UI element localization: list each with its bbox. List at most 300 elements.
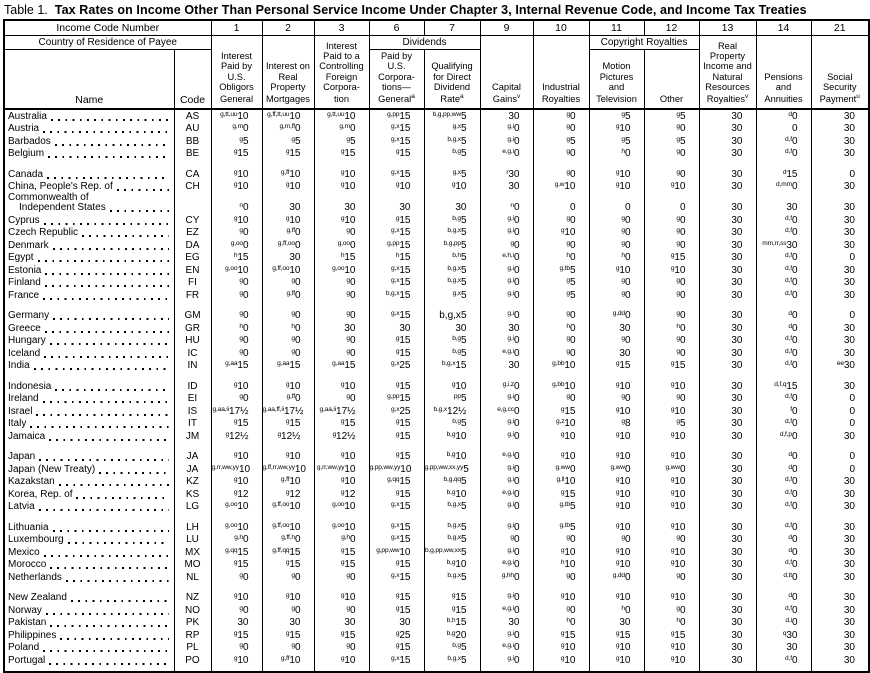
footnote-ref: d,f <box>785 335 792 343</box>
rate-value: 5 <box>460 239 467 251</box>
column-header-pensions-annuities: Pensions and Annuities <box>756 36 811 109</box>
table-row <box>4 616 869 629</box>
group-spacer-row <box>4 666 869 672</box>
footnote-ref: d,f <box>785 360 792 368</box>
country-code: IT <box>174 417 211 430</box>
rate-value: 0 <box>569 335 576 347</box>
rate-value: 0 <box>349 123 356 135</box>
rate-value: 15 <box>399 110 411 122</box>
rate-value: 5 <box>460 289 467 301</box>
rate-value: 15 <box>619 629 631 641</box>
rate-value: 0 <box>679 571 686 583</box>
footnote-ref: g <box>566 135 570 143</box>
spacer-cell <box>811 442 869 450</box>
rate-value: 0 <box>349 227 356 239</box>
country-name-line <box>8 124 174 135</box>
rate-value: 0 <box>791 277 798 289</box>
footnote-ref: g <box>239 335 243 343</box>
country-name-text: Czech Republic <box>8 227 79 239</box>
rate-cell-c14 <box>756 488 811 501</box>
rate-cell-c3 <box>314 450 369 463</box>
rate-cell-c1 <box>211 334 262 347</box>
income-code-number-label: Income Code Number <box>4 20 211 36</box>
table-row <box>4 180 869 193</box>
dot-leader <box>50 625 168 627</box>
rate-cell-c14 <box>756 654 811 667</box>
country-name-text: Finland <box>8 277 41 289</box>
rate-value: 15 <box>399 168 411 180</box>
rate-cell-c6 <box>369 264 424 277</box>
rate-cell-c14 <box>756 347 811 360</box>
rate-cell-c10 <box>533 546 589 559</box>
rate-cell-c6 <box>369 147 424 160</box>
rate-value: 30 <box>344 617 356 629</box>
rate-cell-c2 <box>262 276 314 289</box>
rate-cell-c7 <box>424 226 480 239</box>
rate-value: 0 <box>294 642 301 654</box>
rate-cell-c21 <box>811 276 869 289</box>
rate-value: 0 <box>294 239 301 251</box>
rate-value: 0 <box>349 310 356 322</box>
spacer-cell <box>314 301 369 309</box>
rate-value: 10 <box>344 168 356 180</box>
rate-value: 0 <box>242 289 249 301</box>
footnote-ref: h <box>676 617 680 625</box>
rate-cell-c13 <box>699 135 756 148</box>
footnote-ref: g <box>285 451 290 459</box>
rate-value: 0 <box>569 463 576 475</box>
rate-value: 10 <box>619 405 631 417</box>
rate-value: 5 <box>460 110 467 122</box>
footnote-ref: g <box>233 488 238 496</box>
footnote-ref: g <box>621 277 625 285</box>
country-name-line <box>8 573 174 584</box>
rate-value: 15 <box>399 239 411 251</box>
spacer-cell <box>480 160 533 168</box>
rate-cell-c1 <box>211 475 262 488</box>
rate-value: 0 <box>513 521 520 533</box>
rate-cell-c13 <box>699 309 756 322</box>
rate-value: 30 <box>731 521 743 533</box>
rate-value: 30 <box>843 430 855 442</box>
rate-cell-c11 <box>589 392 644 405</box>
country-name-line <box>8 311 174 322</box>
country-name-text: Luxembourg <box>8 534 64 546</box>
country-name-text: Hungary <box>8 335 46 347</box>
rate-value: 15 <box>564 405 576 417</box>
footnote-ref: g <box>451 592 456 600</box>
spacer-cell <box>756 442 811 450</box>
rate-value: 30 <box>731 310 743 322</box>
rate-value: 5 <box>460 347 467 359</box>
spacer-cell <box>369 372 424 380</box>
rate-value: 5 <box>624 110 631 122</box>
dot-leader <box>50 343 169 345</box>
rate-cell-c10 <box>533 571 589 584</box>
rate-value: 30 <box>508 181 520 193</box>
country-name <box>4 334 174 347</box>
rate-cell-c11 <box>589 488 644 501</box>
spacer-cell <box>533 372 589 380</box>
rate-cell-c2 <box>262 405 314 418</box>
spacer-cell <box>211 442 262 450</box>
footnote-ref: g <box>233 214 238 222</box>
rate-cell-c9 <box>480 616 533 629</box>
country-name-line <box>8 477 174 488</box>
rate-value: 0 <box>513 335 520 347</box>
rate-cell-c6 <box>369 616 424 629</box>
footnote-ref: g <box>615 521 620 529</box>
rate-value: 0 <box>849 418 855 430</box>
footnote-ref: g,oo <box>332 521 345 529</box>
footnote-ref: g <box>346 335 350 343</box>
rate-cell-c3 <box>314 405 369 418</box>
dot-leader <box>44 223 169 225</box>
rate-cell-c1 <box>211 463 262 476</box>
country-name-line <box>8 490 174 501</box>
rate-cell-c3 <box>314 109 369 123</box>
rate-cell-c21 <box>811 392 869 405</box>
footnote-ref: g,ww <box>555 463 570 471</box>
rate-value: 10 <box>619 488 631 500</box>
rate-value: 0 <box>294 227 301 239</box>
country-name <box>4 450 174 463</box>
dot-leader <box>53 530 169 532</box>
rate-value: 10 <box>237 521 249 533</box>
spacer-cell <box>369 160 424 168</box>
rate-value: 15 <box>455 604 467 616</box>
country-name <box>4 239 174 252</box>
rate-value: 30 <box>731 181 743 193</box>
rate-value: 10 <box>674 654 686 666</box>
rate-value: 0 <box>513 501 520 513</box>
rate-cell-c2 <box>262 654 314 667</box>
footnote-ref: g <box>346 277 350 285</box>
footnote-ref: g <box>670 405 675 413</box>
rate-value: 10 <box>674 380 686 392</box>
dot-leader <box>53 318 168 320</box>
country-code: CA <box>174 168 211 181</box>
spacer-cell <box>424 442 480 450</box>
rate-cell-c1 <box>211 264 262 277</box>
rate-value: 0 <box>294 393 301 405</box>
rate-cell-c7 <box>424 641 480 654</box>
rate-value: 30 <box>399 617 411 629</box>
rate-cell-c9 <box>480 654 533 667</box>
country-code: FI <box>174 276 211 289</box>
rate-value: 15 <box>399 310 411 322</box>
dot-leader <box>47 177 168 179</box>
spacer-cell <box>699 160 756 168</box>
rate-value: 10 <box>674 405 686 417</box>
table-row <box>4 571 869 584</box>
rate-value: 30 <box>786 629 798 641</box>
rate-value: 5 <box>349 135 356 147</box>
rate-value: 30 <box>843 360 855 372</box>
rate-cell-c1 <box>211 591 262 604</box>
rate-value: 30 <box>619 617 631 629</box>
rate-value: 0 <box>679 123 686 135</box>
rate-cell-c13 <box>699 463 756 476</box>
country-code: BE <box>174 147 211 160</box>
rate-cell-c21 <box>811 405 869 418</box>
rate-cell-c14 <box>756 122 811 135</box>
footnote-ref: g <box>615 264 620 272</box>
footnote-ref: g <box>670 546 675 554</box>
rate-value: 0 <box>513 347 520 359</box>
rate-value: 0 <box>569 347 576 359</box>
country-name-text: Denmark <box>8 239 49 251</box>
rate-value: 25 <box>399 360 411 372</box>
spacer-cell <box>314 442 369 450</box>
spacer-cell <box>369 442 424 450</box>
rate-cell-c6 <box>369 571 424 584</box>
rate-cell-c6 <box>369 276 424 289</box>
rate-cell-c14 <box>756 135 811 148</box>
footnote-ref: g <box>285 380 290 388</box>
rate-value: 12 <box>237 488 249 500</box>
dot-leader <box>48 156 168 158</box>
column-header-qualifying-direct-dividend: Qualifying for Direct Dividend Rate$^a$ <box>424 50 480 109</box>
rate-cell-c12 <box>644 475 699 488</box>
rate-value: 0 <box>294 123 301 135</box>
spacer-cell <box>314 372 369 380</box>
footnote-ref: g,ff <box>280 168 290 176</box>
rate-value: 5 <box>242 135 249 147</box>
rate-cell-c3 <box>314 558 369 571</box>
rate-cell-c10 <box>533 109 589 123</box>
rate-cell-c9 <box>480 475 533 488</box>
footnote-ref: g,oo <box>230 239 243 247</box>
rate-cell-c13 <box>699 604 756 617</box>
rate-cell-c13 <box>699 359 756 372</box>
rate-cell-c9 <box>480 558 533 571</box>
rate-value: 15 <box>674 252 686 264</box>
footnote-ref: h <box>239 322 243 330</box>
rate-value: 0 <box>513 393 520 405</box>
rate-value: 0 <box>624 289 631 301</box>
rate-cell-c6 <box>369 430 424 443</box>
spacer-cell <box>533 666 589 672</box>
rate-cell-c6 <box>369 226 424 239</box>
spacer-cell <box>4 513 174 521</box>
footnote-ref: g <box>670 488 675 496</box>
footnote-ref: g,ff <box>286 393 295 401</box>
rate-cell-c14 <box>756 629 811 642</box>
rate-value: 0 <box>624 310 631 322</box>
country-name-text: Ireland <box>8 393 39 405</box>
country-code: PO <box>174 654 211 667</box>
spacer-cell <box>4 301 174 309</box>
country-code <box>174 193 211 214</box>
footnote-ref: d <box>788 310 792 318</box>
footnote-ref: b,h <box>446 617 456 625</box>
rate-value: 30 <box>786 642 798 654</box>
spacer-cell <box>811 301 869 309</box>
dot-leader <box>45 285 169 287</box>
country-code: IC <box>174 347 211 360</box>
footnote-ref: g,aa,ii <box>319 405 337 413</box>
rate-value: 30 <box>731 289 743 301</box>
rate-value: 30 <box>508 322 520 334</box>
footnote-ref: g,i <box>507 289 514 297</box>
rate-value: 30 <box>843 347 855 359</box>
footnote-ref: g <box>239 310 243 318</box>
footnote-ref: g <box>395 559 400 567</box>
rate-cell-c12 <box>644 392 699 405</box>
country-name-line <box>8 560 174 571</box>
rate-value: 30 <box>289 617 301 629</box>
table-title-text: Tax Rates on Income Other Than Personal Service Income Under Chapter 3, Internal Revenue Code, and Income Tax Treaties <box>54 3 807 17</box>
country-name <box>4 417 174 430</box>
spacer-cell <box>174 372 211 380</box>
rate-cell-c1 <box>211 109 262 123</box>
footnote-ref: g <box>566 393 570 401</box>
footnote-ref: b,g <box>452 335 461 343</box>
table-row <box>4 521 869 534</box>
table-row <box>4 475 869 488</box>
country-name-text: Latvia <box>8 501 35 513</box>
rate-value: 30 <box>843 227 855 239</box>
country-code: MX <box>174 546 211 559</box>
rate-value: 10 <box>237 168 249 180</box>
rate-cell-c13 <box>699 521 756 534</box>
footnote-ref: g,pp <box>387 393 400 401</box>
footnote-ref: g <box>239 277 243 285</box>
rate-value: 15 <box>399 335 411 347</box>
rate-cell-c9 <box>480 347 533 360</box>
footnote-ref: d <box>788 322 792 330</box>
table-row <box>4 533 869 546</box>
country-name-line <box>8 112 174 123</box>
rate-value: 30 <box>344 202 356 214</box>
table-row <box>4 591 869 604</box>
rate-cell-c14 <box>756 239 811 252</box>
rate-cell-c7 <box>424 463 480 476</box>
rate-cell-c3 <box>314 533 369 546</box>
country-name-line <box>8 203 174 214</box>
footnote-ref: g <box>291 135 295 143</box>
rate-value: 0 <box>242 571 249 583</box>
footnote-ref: g <box>676 277 680 285</box>
rate-cell-c14 <box>756 251 811 264</box>
country-name-line <box>8 394 174 405</box>
rate-value: 0 <box>294 335 301 347</box>
rate-value: 0 <box>349 289 356 301</box>
footnote-ref: g,ff <box>280 476 290 484</box>
rate-cell-c12 <box>644 546 699 559</box>
rate-cell-c1 <box>211 533 262 546</box>
rate-cell-c21 <box>811 654 869 667</box>
footnote-ref: g <box>676 604 680 612</box>
rate-cell-c10 <box>533 214 589 227</box>
rate-cell-c9 <box>480 322 533 335</box>
rate-value: 0 <box>679 617 686 629</box>
rate-cell-c12 <box>644 463 699 476</box>
footnote-ref: g <box>233 592 238 600</box>
rate-value: 0 <box>513 546 520 558</box>
rate-cell-c9 <box>480 214 533 227</box>
country-name-line <box>8 253 174 264</box>
footnote-ref: g <box>346 642 350 650</box>
rate-cell-c14 <box>756 322 811 335</box>
rate-value: 5 <box>460 148 467 160</box>
footnote-ref: n <box>510 202 514 210</box>
rate-cell-c10 <box>533 147 589 160</box>
footnote-ref: g <box>225 430 230 438</box>
rate-value: 30 <box>731 277 743 289</box>
rate-value: 10 <box>619 123 631 135</box>
rate-value: 30 <box>731 463 743 475</box>
rate-cell-c6 <box>369 180 424 193</box>
footnote-ref: g,w <box>554 181 565 189</box>
rate-value: 0 <box>513 252 520 264</box>
rate-cell-c11 <box>589 322 644 335</box>
rate-value: 0 <box>624 277 631 289</box>
country-name <box>4 264 174 277</box>
footnote-ref: g <box>395 335 400 343</box>
rate-cell-c21 <box>811 450 869 463</box>
rate-value: 15 <box>237 546 249 558</box>
rate-cell-c2 <box>262 475 314 488</box>
rate-value: 0 <box>791 135 798 147</box>
rate-value: 30 <box>731 202 743 214</box>
rate-value: 0 <box>791 559 798 571</box>
country-name-text: Kazakstan <box>8 476 55 488</box>
rate-cell-c6 <box>369 450 424 463</box>
rate-cell-c11 <box>589 180 644 193</box>
country-name-text: Independent States <box>19 202 106 214</box>
country-name-line <box>8 618 174 629</box>
footnote-ref: g <box>340 418 345 426</box>
rate-cell-c6 <box>369 239 424 252</box>
country-name <box>4 521 174 534</box>
rate-cell-c10 <box>533 654 589 667</box>
spacer-cell <box>756 583 811 591</box>
rate-cell-c13 <box>699 591 756 604</box>
footnote-ref: g,rr,ww,yy <box>211 463 239 471</box>
table-row <box>4 122 869 135</box>
column-header-real-property-income: Real Property Income and Natural Resources Royalties$^v$ <box>699 36 756 109</box>
rate-value: 5 <box>460 642 467 654</box>
rate-cell-c6 <box>369 641 424 654</box>
footnote-ref: g <box>676 168 680 176</box>
rate-cell-c6 <box>369 193 424 214</box>
footnote-ref: g <box>670 521 675 529</box>
footnote-ref: e,g,i <box>502 488 514 496</box>
rate-cell-c13 <box>699 417 756 430</box>
footnote-ref: e,g,i <box>502 604 514 612</box>
rate-value: 0 <box>791 418 798 430</box>
footnote-ref: b,g,pp,ww,xx <box>424 546 461 554</box>
footnote-ref: b,g,pp <box>443 239 461 247</box>
spacer-cell <box>699 513 756 521</box>
country-name-line <box>8 291 174 302</box>
rate-cell-c6 <box>369 417 424 430</box>
footnote-ref: g <box>395 430 400 438</box>
rate-cell-c13 <box>699 571 756 584</box>
spacer-cell <box>480 442 533 450</box>
country-name-line <box>8 182 174 193</box>
country-name-line <box>8 452 174 463</box>
rate-value: 30 <box>731 559 743 571</box>
country-name-line <box>8 606 174 617</box>
rate-value: 10 <box>455 488 467 500</box>
country-name-text: Belgium <box>8 148 45 160</box>
rate-cell-c2 <box>262 546 314 559</box>
rate-cell-c3 <box>314 334 369 347</box>
rate-value: 0 <box>569 534 576 546</box>
